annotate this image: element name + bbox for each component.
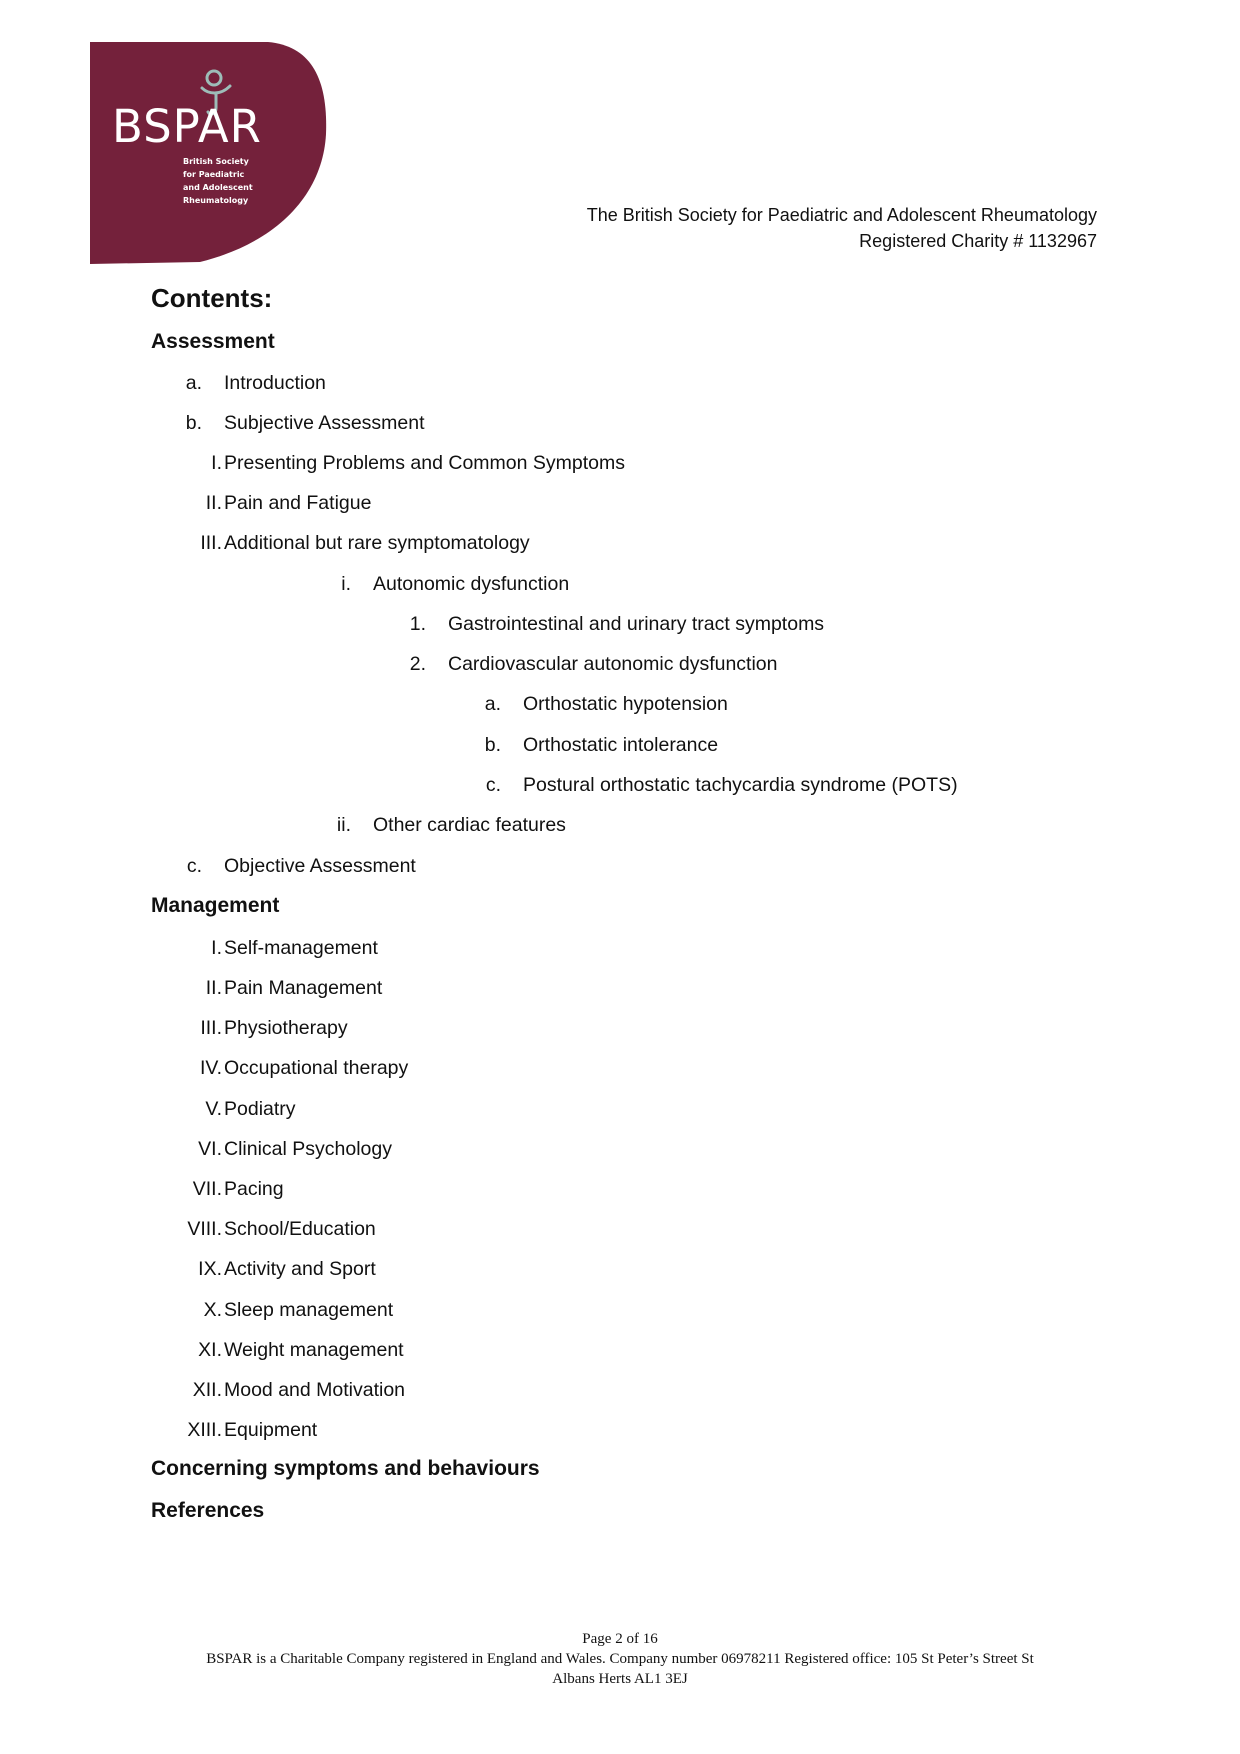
toc-item-label: Equipment <box>224 1419 318 1441</box>
toc-item-label: Gastrointestinal and urinary tract symptoms <box>448 613 825 635</box>
toc-item-number: II. <box>205 977 222 999</box>
toc-item-number: XI. <box>198 1339 222 1361</box>
toc-item <box>484 691 728 717</box>
toc-item <box>203 1297 394 1323</box>
toc-item-number: IV. <box>199 1057 222 1079</box>
toc-item-label: Sleep management <box>224 1299 394 1321</box>
toc-item <box>198 1337 404 1363</box>
footer-address-line: Albans Herts AL1 3EJ <box>552 1671 688 1687</box>
toc-item-number: 1. <box>409 613 426 635</box>
org-name: The British Society for Paediatric and Adolescent Rheumatology <box>586 205 1097 225</box>
logo-wordmark: BSPAR <box>112 100 262 153</box>
toc-item-number: X. <box>203 1299 222 1321</box>
toc-item <box>200 1015 348 1041</box>
toc-heading-references: References <box>151 1499 265 1522</box>
toc-heading-assessment: Assessment <box>151 330 275 353</box>
toc-item <box>198 1256 376 1282</box>
toc-item <box>192 1176 284 1202</box>
toc-item-number: IX. <box>198 1258 222 1280</box>
toc-item-number: b. <box>484 734 501 756</box>
toc-item-label: Introduction <box>224 372 326 394</box>
bspar-logo <box>90 42 328 264</box>
logo-subtitle <box>183 155 253 207</box>
logo-subtitle-line: and Adolescent <box>183 183 253 192</box>
toc-item-label: Weight management <box>224 1339 404 1361</box>
toc-item <box>205 1096 296 1122</box>
toc-item <box>192 1377 406 1403</box>
toc-item-label: Objective Assessment <box>224 855 416 877</box>
logo-shape <box>90 42 328 264</box>
toc-item <box>211 450 625 476</box>
toc-item <box>199 1055 409 1081</box>
toc-item <box>211 935 378 961</box>
toc-item <box>409 611 825 637</box>
toc-item <box>341 571 570 597</box>
toc-item <box>484 732 719 758</box>
toc-item-label: Additional but rare symptomatology <box>224 532 530 554</box>
toc-item-number: I. <box>211 937 222 959</box>
toc-item-number: c. <box>485 774 501 796</box>
toc-item-number: ii. <box>336 814 351 836</box>
footer-company-line: BSPAR is a Charitable Company registered in England and Wales. Company number 06978211 Registered office: 105 St Peter’s Street St <box>206 1651 1034 1667</box>
toc-item-label: Clinical Psychology <box>224 1138 392 1160</box>
toc-item-number: III. <box>200 532 222 554</box>
toc-item-number: XIII. <box>187 1419 222 1441</box>
logo-subtitle-line: for Paediatric <box>183 170 245 179</box>
toc-item-number: II. <box>205 492 222 514</box>
toc-item <box>485 772 958 798</box>
toc-item-number: VII. <box>192 1178 222 1200</box>
toc-item-number: V. <box>205 1098 222 1120</box>
toc-item <box>185 410 425 436</box>
toc-item <box>186 853 416 879</box>
toc-item <box>198 1136 392 1162</box>
toc-heading-concerning: Concerning symptoms and behaviours <box>151 1457 540 1480</box>
toc-item <box>336 812 566 838</box>
toc-item-number: c. <box>186 855 202 877</box>
toc-item <box>409 651 778 677</box>
toc-item-label: Orthostatic intolerance <box>523 734 719 756</box>
toc-item-label: Self-management <box>224 937 378 959</box>
toc-item <box>200 530 530 556</box>
toc-item <box>205 490 372 516</box>
toc-item-number: VI. <box>198 1138 222 1160</box>
toc-item-number: VIII. <box>187 1218 222 1240</box>
logo-subtitle-line: British Society <box>183 157 249 166</box>
toc-item-label: Subjective Assessment <box>224 412 425 434</box>
page-number: Page 2 of 16 <box>582 1631 658 1647</box>
contents-title: Contents: <box>151 283 273 313</box>
toc-item-label: Pain Management <box>224 977 383 999</box>
toc-item-label: Autonomic dysfunction <box>373 573 570 595</box>
toc-item <box>185 370 326 396</box>
toc-item-label: Physiotherapy <box>224 1017 348 1039</box>
toc-item-number: 2. <box>409 653 426 675</box>
toc-item-label: Orthostatic hypotension <box>523 693 728 715</box>
toc-item-number: I. <box>211 452 222 474</box>
toc-item-label: Podiatry <box>224 1098 296 1120</box>
toc-item-label: Mood and Motivation <box>224 1379 406 1401</box>
page-footer <box>0 1629 1240 1689</box>
toc-item-label: Pacing <box>224 1178 284 1200</box>
org-header <box>587 202 1097 254</box>
toc-item <box>205 975 383 1001</box>
toc-item-number: i. <box>341 573 351 595</box>
toc-item <box>187 1216 376 1242</box>
toc-heading-management: Management <box>151 894 280 917</box>
toc-item-label: Cardiovascular autonomic dysfunction <box>448 653 778 675</box>
logo-subtitle-line: Rheumatology <box>183 196 249 205</box>
toc-item-number: a. <box>185 372 202 394</box>
toc-item-label: Other cardiac features <box>373 814 566 836</box>
toc-item-label: Activity and Sport <box>224 1258 376 1280</box>
charity-number: Registered Charity # 1132967 <box>859 231 1097 251</box>
toc-item-number: XII. <box>192 1379 222 1401</box>
toc-item-label: Presenting Problems and Common Symptoms <box>224 452 625 474</box>
toc-item-label: Postural orthostatic tachycardia syndrome (POTS) <box>523 774 958 796</box>
toc-item-number: b. <box>185 412 202 434</box>
toc-item-label: Pain and Fatigue <box>224 492 372 514</box>
toc-item-number: III. <box>200 1017 222 1039</box>
toc-item-label: School/Education <box>224 1218 376 1240</box>
toc-item <box>187 1417 318 1443</box>
toc-item-number: a. <box>484 693 501 715</box>
toc-item-label: Occupational therapy <box>224 1057 409 1079</box>
